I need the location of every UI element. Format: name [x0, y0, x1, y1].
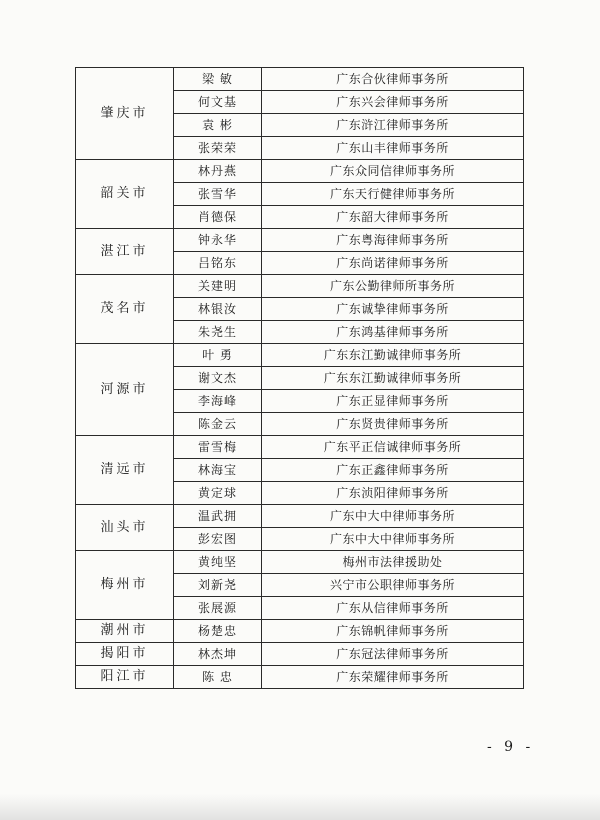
law-firm-cell: 广东贤贵律师事务所: [262, 413, 524, 436]
lawyer-name-cell: 谢文杰: [174, 367, 262, 390]
law-firm-cell: 广东正显律师事务所: [262, 390, 524, 413]
lawyer-name-cell: 林杰坤: [174, 643, 262, 666]
law-firm-cell: 广东诚挚律师事务所: [262, 298, 524, 321]
lawyer-name-cell: 吕铭东: [174, 252, 262, 275]
table-row: [76, 436, 524, 459]
table-row: [76, 505, 524, 528]
city-cell: 阳江市: [76, 666, 174, 689]
lawyer-name-cell: 温武拥: [174, 505, 262, 528]
table-row: [76, 229, 524, 252]
law-firm-cell: 广东正鑫律师事务所: [262, 459, 524, 482]
city-cell: 韶关市: [76, 160, 174, 229]
law-firm-cell: 广东公勤律师所事务所: [262, 275, 524, 298]
table-row: [76, 275, 524, 298]
city-cell: 河源市: [76, 344, 174, 436]
page-number: - 9 -: [487, 739, 535, 755]
law-firm-cell: 广东东江勤诚律师事务所: [262, 367, 524, 390]
table-row: [76, 666, 524, 689]
lawyer-name-cell: 陈金云: [174, 413, 262, 436]
table-body: [76, 68, 524, 689]
law-firm-cell: 梅州市法律援助处: [262, 551, 524, 574]
lawyer-name-cell: 黄定球: [174, 482, 262, 505]
table-row: [76, 620, 524, 643]
law-firm-cell: 广东浈阳律师事务所: [262, 482, 524, 505]
law-firm-cell: 广东兴会律师事务所: [262, 91, 524, 114]
law-firm-cell: 广东中大中律师事务所: [262, 528, 524, 551]
table-row: [76, 643, 524, 666]
lawyer-name-cell: 林银汝: [174, 298, 262, 321]
city-cell: 茂名市: [76, 275, 174, 344]
lawyer-name-cell: 关建明: [174, 275, 262, 298]
law-firm-cell: 广东浒江律师事务所: [262, 114, 524, 137]
law-firm-cell: 广东东江勤诚律师事务所: [262, 344, 524, 367]
city-cell: 湛江市: [76, 229, 174, 275]
law-firm-cell: 广东中大中律师事务所: [262, 505, 524, 528]
lawyer-name-cell: 何文基: [174, 91, 262, 114]
lawyer-name-cell: 张展源: [174, 597, 262, 620]
city-cell: 清远市: [76, 436, 174, 505]
lawyer-name-cell: 梁 敏: [174, 68, 262, 91]
law-firm-cell: 广东冠法律师事务所: [262, 643, 524, 666]
law-firm-cell: 广东从信律师事务所: [262, 597, 524, 620]
lawyer-name-cell: 叶 勇: [174, 344, 262, 367]
law-firm-cell: 广东平正信诚律师事务所: [262, 436, 524, 459]
law-firm-cell: 广东韶大律师事务所: [262, 206, 524, 229]
law-firm-cell: 广东粤海律师事务所: [262, 229, 524, 252]
lawyer-name-cell: 林海宝: [174, 459, 262, 482]
lawyer-name-cell: 朱尧生: [174, 321, 262, 344]
lawyer-name-cell: 钟永华: [174, 229, 262, 252]
lawyer-name-cell: 李海峰: [174, 390, 262, 413]
city-cell: 梅州市: [76, 551, 174, 620]
law-firm-cell: 广东尚诺律师事务所: [262, 252, 524, 275]
table-row: [76, 344, 524, 367]
lawyer-name-cell: 雷雪梅: [174, 436, 262, 459]
law-firm-cell: 兴宁市公职律师事务所: [262, 574, 524, 597]
lawyer-name-cell: 张荣荣: [174, 137, 262, 160]
law-firm-cell: 广东山丰律师事务所: [262, 137, 524, 160]
city-cell: 汕头市: [76, 505, 174, 551]
lawyer-name-cell: 彭宏图: [174, 528, 262, 551]
law-firm-cell: 广东荣耀律师事务所: [262, 666, 524, 689]
lawyer-name-cell: 陈 忠: [174, 666, 262, 689]
lawyer-name-cell: 袁 彬: [174, 114, 262, 137]
lawyer-name-cell: 黄纯坚: [174, 551, 262, 574]
city-cell: 肇庆市: [76, 68, 174, 160]
lawyer-name-cell: 刘新尧: [174, 574, 262, 597]
table-row: [76, 68, 524, 91]
law-firm-cell: 广东鸿基律师事务所: [262, 321, 524, 344]
law-firm-cell: 广东众同信律师事务所: [262, 160, 524, 183]
law-firm-cell: 广东锦帆律师事务所: [262, 620, 524, 643]
lawyer-name-cell: 杨楚忠: [174, 620, 262, 643]
scan-edge-shadow: [0, 794, 600, 820]
table-row: [76, 551, 524, 574]
law-firm-cell: 广东天行健律师事务所: [262, 183, 524, 206]
lawyer-name-cell: 肖德保: [174, 206, 262, 229]
city-cell: 潮州市: [76, 620, 174, 643]
lawyer-name-cell: 张雪华: [174, 183, 262, 206]
lawyer-list-table: [75, 67, 524, 689]
table-row: [76, 160, 524, 183]
city-cell: 揭阳市: [76, 643, 174, 666]
law-firm-cell: 广东合伙律师事务所: [262, 68, 524, 91]
lawyer-name-cell: 林丹燕: [174, 160, 262, 183]
